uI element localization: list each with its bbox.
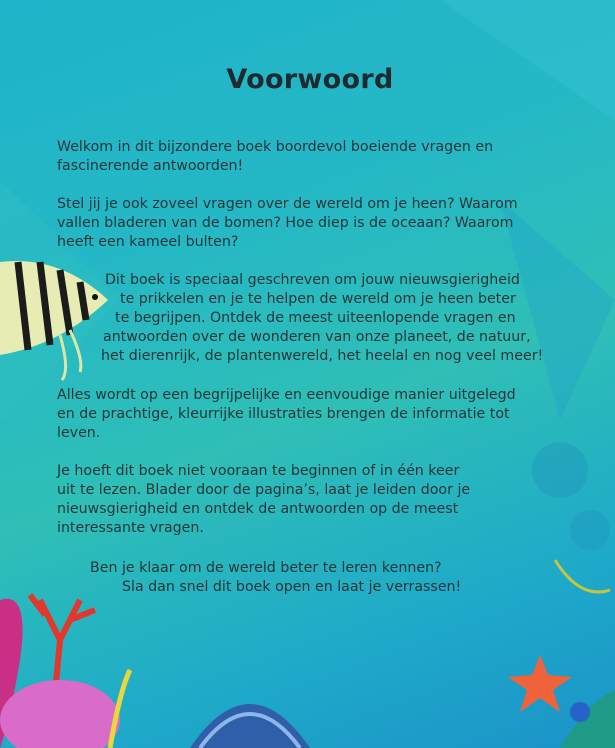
text-line: en de prachtige, kleurrijke illustraties brengen de informatie tot	[57, 406, 510, 422]
page-title: Voorwoord	[226, 64, 394, 95]
text-line: Stel jij je ook zoveel vragen over de wereld om je heen? Waarom	[57, 196, 518, 212]
text-line: fascinerende antwoorden!	[57, 158, 244, 174]
coral-icon	[0, 595, 310, 748]
text-line: te prikkelen en je te helpen de wereld om je heen beter	[120, 291, 516, 307]
text-line: Sla dan snel dit boek open en laat je verrassen!	[122, 579, 462, 595]
text-line: het dierenrijk, de plantenwereld, het heelal en nog veel meer!	[101, 348, 544, 364]
text-line: Welkom in dit bijzondere boek boordevol boeiende vragen en	[57, 139, 494, 155]
text-line: antwoorden over de wonderen van onze planeet, de natuur,	[103, 329, 531, 345]
text-line: heeft een kameel bulten?	[57, 234, 239, 250]
text-line: Je hoeft dit boek niet vooraan te beginnen of in één keer	[57, 463, 460, 479]
text-line: te begrijpen. Ontdek de meest uiteenlopende vragen en	[115, 310, 516, 326]
starfish-icon	[508, 655, 572, 712]
text-line: leven.	[57, 425, 101, 441]
text-line: vallen bladeren van de bomen? Hoe diep is de oceaan? Waarom	[57, 215, 514, 231]
text-line: uit te lezen. Blader door de pagina’s, laat je leiden door je	[57, 482, 471, 498]
text-line: Alles wordt op een begrijpelijke en eenvoudige manier uitgelegd	[57, 387, 516, 403]
text-line: nieuwsgierigheid en ontdek de antwoorden op de meest	[57, 501, 459, 517]
text-line: Dit boek is speciaal geschreven om jouw nieuwsgierigheid	[105, 272, 520, 288]
text-line: Ben je klaar om de wereld beter te leren kennen?	[90, 560, 442, 576]
text-line: interessante vragen.	[57, 520, 204, 536]
